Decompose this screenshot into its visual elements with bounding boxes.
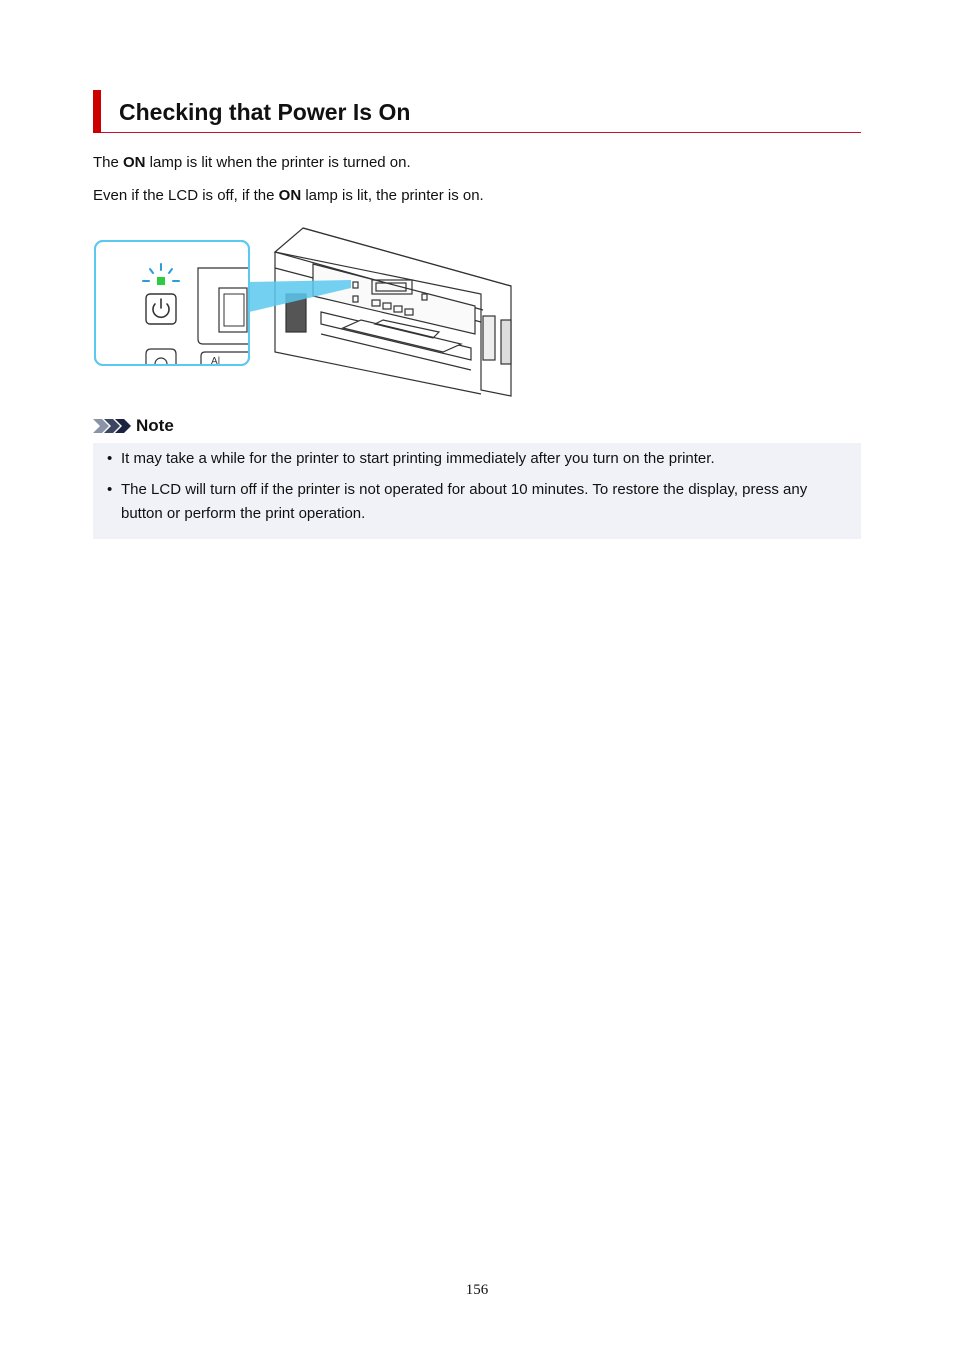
note-heading (93, 415, 293, 439)
note-icon (93, 418, 131, 434)
zoom-callout (95, 241, 249, 367)
page-title: Checking that Power Is On (119, 99, 411, 125)
note-box (93, 443, 861, 539)
paragraph-lcd-off: Even if the LCD is off, if the ON lamp is lit, the printer is on. (93, 187, 484, 204)
on-lamp-indicator (157, 277, 165, 285)
svg-text:A|: A| (211, 356, 221, 367)
paragraph-on-lamp: The ON lamp is lit when the printer is turned on. (93, 154, 411, 171)
section-heading (93, 90, 861, 133)
note-item: • The LCD will turn off if the printer is not operated for about 10 minutes. To restore the display, press any button or perform the print operation. (107, 481, 808, 522)
heading-accent-bar (93, 90, 101, 133)
note-title: Note (136, 416, 174, 435)
note-item: • It may take a while for the printer to start printing immediately after you turn on the printer. (107, 450, 715, 467)
printer-illustration (93, 224, 513, 399)
page-number: 156 (465, 1282, 489, 1298)
printer-drawing (275, 228, 511, 396)
